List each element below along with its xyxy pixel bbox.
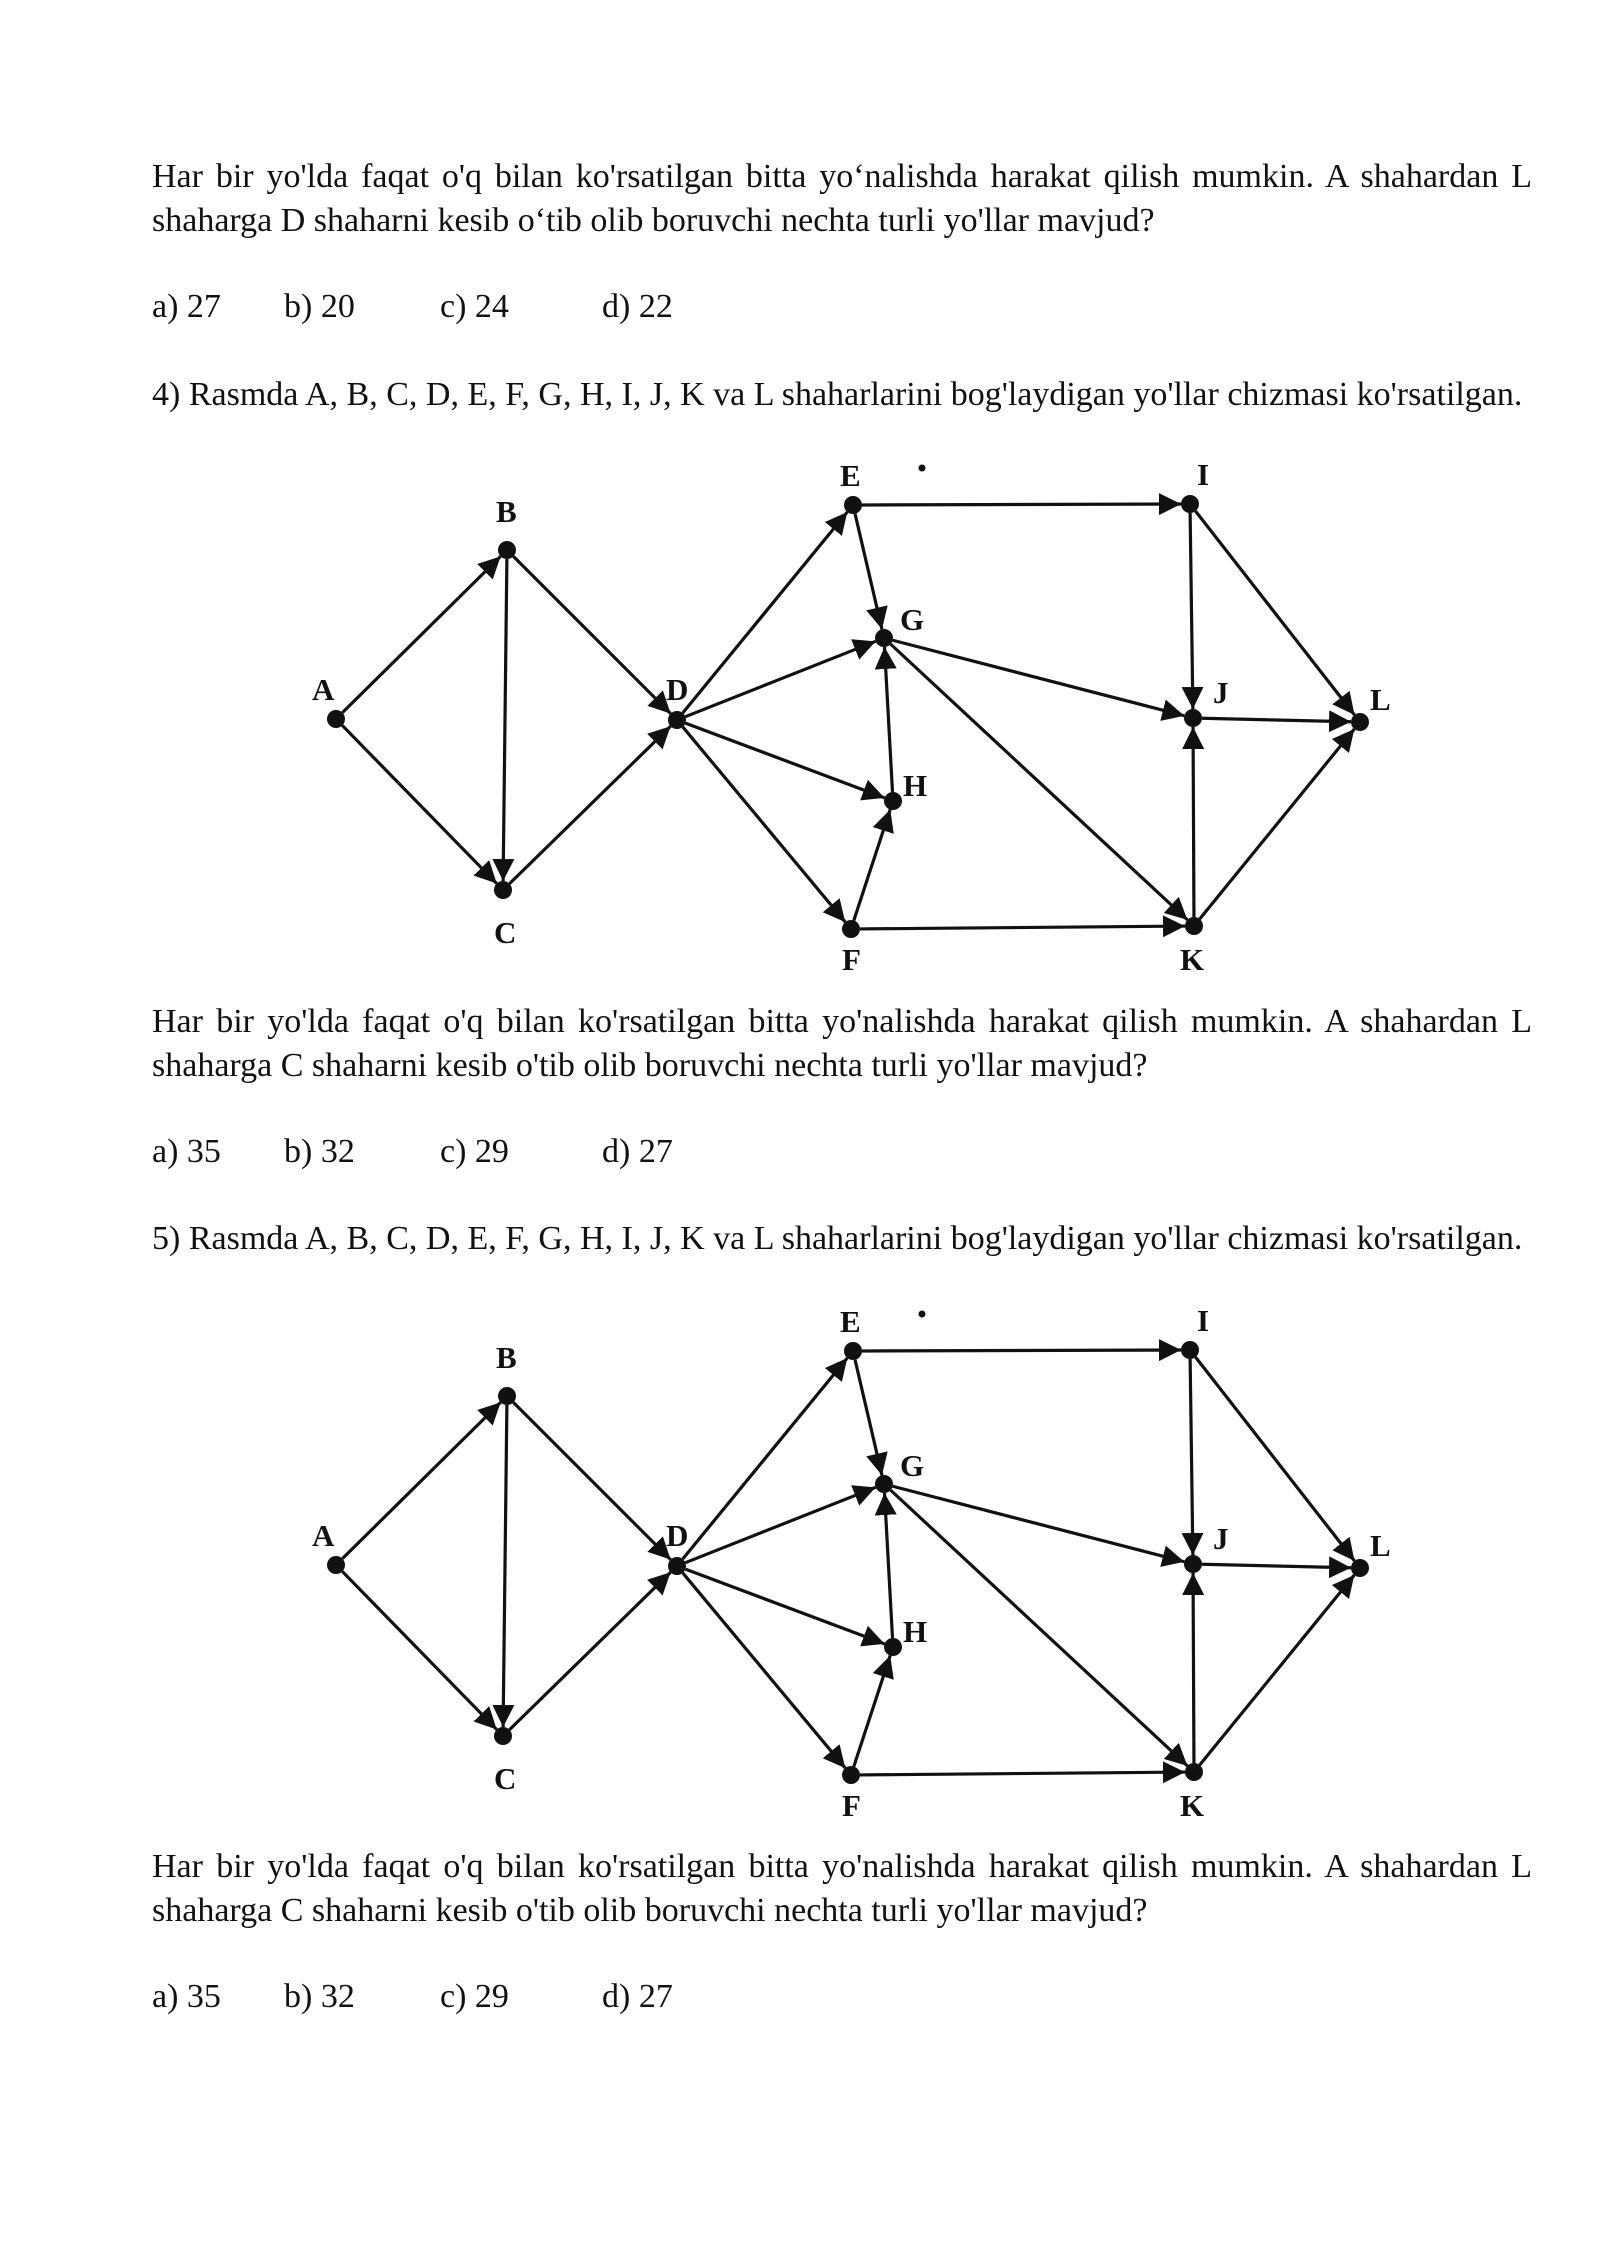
edge-b-c bbox=[503, 1405, 507, 1727]
node-label-l: L bbox=[1370, 1528, 1391, 1563]
node-label-a: A bbox=[312, 1518, 335, 1553]
edge-g-k bbox=[891, 644, 1188, 920]
node-i bbox=[1181, 1341, 1199, 1359]
road-graph bbox=[0, 440, 1600, 1000]
question-text: Har bir yo'lda faqat o'q bilan ko'rsatilgan bitta yo‘nalishda harakat qilish mumkin. A shahardan L shaharga D shaharni kesib o‘tib olib boruvchi nechta turli yo'llar mavjud? bbox=[152, 158, 1532, 239]
option-c[interactable]: c) 29 bbox=[440, 1133, 509, 1170]
edge-e-i bbox=[862, 504, 1181, 505]
edge-d-h bbox=[685, 723, 884, 798]
edge-a-c bbox=[342, 725, 496, 883]
node-j bbox=[1184, 709, 1202, 727]
edge-b-c bbox=[503, 559, 507, 881]
node-b bbox=[498, 541, 516, 559]
problem-intro: 5) Rasmda A, B, C, D, E, F, G, H, I, J, K va L shaharlarini bog'laydigan yo'llar chizmasi ko'rsatilgan. bbox=[152, 1220, 1523, 1257]
node-c bbox=[494, 881, 512, 899]
node-label-g: G bbox=[900, 1448, 925, 1483]
node-label-h: H bbox=[903, 768, 928, 803]
option-a[interactable]: a) 27 bbox=[152, 288, 221, 325]
edge-f-k bbox=[860, 1772, 1185, 1775]
node-label-l: L bbox=[1370, 682, 1391, 717]
stray-dot bbox=[919, 1311, 926, 1318]
node-g bbox=[875, 629, 893, 647]
edge-f-k bbox=[860, 926, 1185, 929]
node-label-b: B bbox=[496, 494, 517, 529]
edge-d-e bbox=[683, 1358, 848, 1559]
stray-dot bbox=[919, 465, 926, 472]
node-k bbox=[1185, 1763, 1203, 1781]
node-e bbox=[844, 496, 862, 514]
edge-d-g bbox=[685, 1487, 875, 1562]
edge-i-j bbox=[1190, 1359, 1193, 1555]
edge-j-l bbox=[1202, 1564, 1351, 1568]
edge-k-l bbox=[1200, 1575, 1355, 1765]
option-b[interactable]: b) 32 bbox=[284, 1133, 355, 1170]
option-a[interactable]: a) 35 bbox=[152, 1978, 221, 2015]
edge-e-g bbox=[855, 1360, 882, 1475]
node-label-f: F bbox=[842, 1788, 861, 1823]
edge-d-f bbox=[683, 727, 845, 922]
edge-d-e bbox=[683, 512, 848, 713]
option-a[interactable]: a) 35 bbox=[152, 1133, 221, 1170]
option-b[interactable]: b) 20 bbox=[284, 288, 355, 325]
edge-f-h bbox=[854, 1656, 890, 1767]
option-d[interactable]: d) 27 bbox=[602, 1133, 673, 1170]
node-label-a: A bbox=[312, 672, 335, 707]
node-label-f: F bbox=[842, 942, 861, 977]
node-h bbox=[884, 792, 902, 810]
node-label-d: D bbox=[666, 672, 689, 707]
node-label-k: K bbox=[1180, 1788, 1205, 1823]
node-label-e: E bbox=[840, 1304, 861, 1339]
edge-k-j bbox=[1193, 1573, 1194, 1763]
option-d[interactable]: d) 22 bbox=[602, 288, 673, 325]
edge-i-j bbox=[1190, 513, 1193, 709]
node-label-h: H bbox=[903, 1614, 928, 1649]
edge-a-b bbox=[342, 1402, 500, 1558]
problem-intro: 4) Rasmda A, B, C, D, E, F, G, H, I, J, K va L shaharlarini bog'laydigan yo'llar chizmasi ko'rsatilgan. bbox=[152, 376, 1523, 413]
option-b[interactable]: b) 32 bbox=[284, 1978, 355, 2015]
node-c bbox=[494, 1727, 512, 1745]
edge-h-g bbox=[884, 1493, 892, 1638]
edge-a-c bbox=[342, 1571, 496, 1729]
node-a bbox=[327, 710, 345, 728]
node-label-j: J bbox=[1213, 675, 1229, 710]
question-text: Har bir yo'lda faqat o'q bilan ko'rsatilgan bitta yo'nalishda harakat qilish mumkin. A shahardan L shaharga C shaharni kesib o'tib olib boruvchi nechta turli yo'llar mavjud? bbox=[152, 1003, 1532, 1084]
node-label-i: I bbox=[1197, 457, 1210, 492]
node-a bbox=[327, 1556, 345, 1574]
option-d[interactable]: d) 27 bbox=[602, 1978, 673, 2015]
node-h bbox=[884, 1638, 902, 1656]
edge-b-d bbox=[513, 556, 670, 713]
edge-d-f bbox=[683, 1573, 845, 1768]
node-l bbox=[1351, 1559, 1369, 1577]
question-text: Har bir yo'lda faqat o'q bilan ko'rsatilgan bitta yo'nalishda harakat qilish mumkin. A shahardan L shaharga C shaharni kesib o'tib olib boruvchi nechta turli yo'llar mavjud? bbox=[152, 1848, 1532, 1929]
node-g bbox=[875, 1475, 893, 1493]
node-e bbox=[844, 1342, 862, 1360]
node-label-j: J bbox=[1213, 1521, 1229, 1556]
edge-f-h bbox=[854, 810, 890, 921]
edge-g-j bbox=[893, 1486, 1185, 1561]
edge-d-h bbox=[685, 1569, 884, 1644]
node-label-d: D bbox=[666, 1518, 689, 1553]
edge-c-d bbox=[509, 726, 670, 883]
node-j bbox=[1184, 1555, 1202, 1573]
node-l bbox=[1351, 713, 1369, 731]
node-label-i: I bbox=[1197, 1303, 1210, 1338]
node-f bbox=[842, 1766, 860, 1784]
edge-b-d bbox=[513, 1402, 670, 1559]
edge-a-b bbox=[342, 556, 500, 712]
node-label-k: K bbox=[1180, 942, 1205, 977]
edge-e-i bbox=[862, 1350, 1181, 1351]
node-d bbox=[668, 1557, 686, 1575]
edge-d-g bbox=[685, 641, 875, 716]
option-c[interactable]: c) 24 bbox=[440, 288, 509, 325]
node-label-g: G bbox=[900, 602, 925, 637]
edge-e-g bbox=[855, 514, 882, 629]
node-f bbox=[842, 920, 860, 938]
edge-h-g bbox=[884, 647, 892, 792]
edge-k-j bbox=[1193, 727, 1194, 917]
node-d bbox=[668, 711, 686, 729]
node-label-b: B bbox=[496, 1340, 517, 1375]
edge-k-l bbox=[1200, 729, 1355, 919]
node-label-c: C bbox=[494, 915, 517, 950]
edge-c-d bbox=[509, 1572, 670, 1729]
node-label-c: C bbox=[494, 1761, 517, 1796]
edge-g-j bbox=[893, 640, 1185, 715]
road-graph bbox=[0, 1286, 1600, 1846]
edge-j-l bbox=[1202, 718, 1351, 722]
node-k bbox=[1185, 917, 1203, 935]
option-c[interactable]: c) 29 bbox=[440, 1978, 509, 2015]
edge-g-k bbox=[891, 1490, 1188, 1766]
node-b bbox=[498, 1387, 516, 1405]
node-label-e: E bbox=[840, 458, 861, 493]
node-i bbox=[1181, 495, 1199, 513]
